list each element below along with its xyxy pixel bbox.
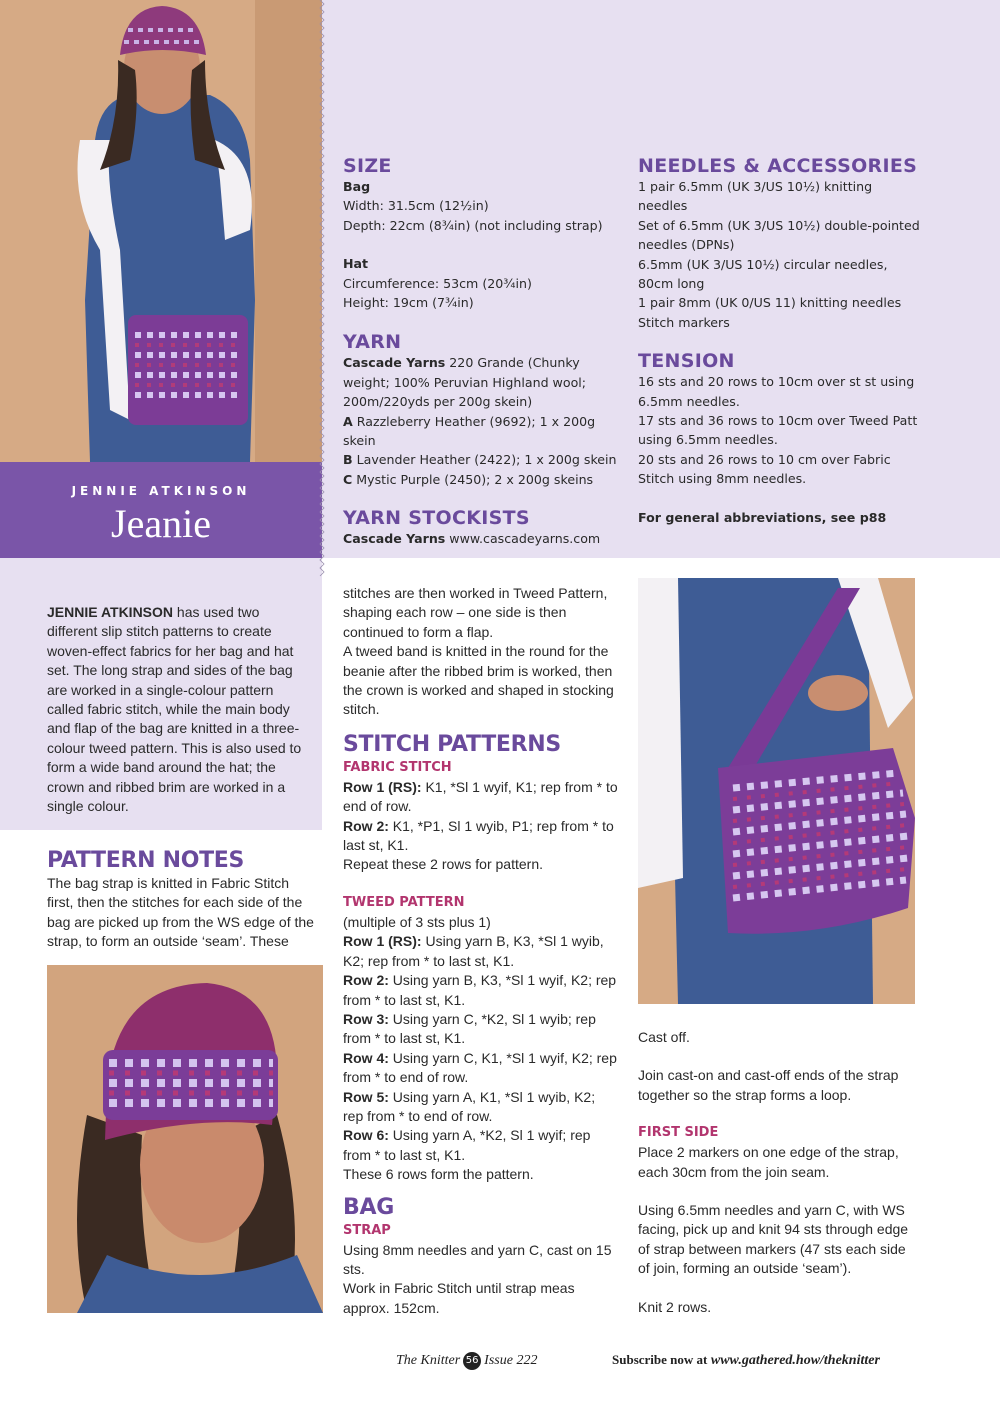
col2-tweed-band: A tweed band is knitted in the round for the beanie after the ribbed brim is worked, then the crown is worked and shaped in stocking stitch. — [343, 643, 614, 718]
bag-width: Width: 31.5cm (12½in) — [343, 198, 489, 214]
magazine-name: The Knitter — [396, 1353, 461, 1369]
strap-subheading: STRAP — [343, 1222, 391, 1238]
row-text: Using yarn A, *K2, Sl 1 wyif; rep from * to last st, K1. — [343, 1127, 591, 1163]
cast-off: Cast off. — [638, 1029, 690, 1045]
row-label: Row 1 (RS): — [343, 933, 422, 950]
row-text: Using yarn C, *K2, Sl 1 wyib; rep from * to last st, K1. — [343, 1010, 596, 1047]
subscribe-text: Subscribe now at — [612, 1352, 708, 1367]
intro-designer: JENNIE ATKINSON — [47, 604, 174, 620]
yarn-colour-text: Mystic Purple (2450); 2 x 200g skeins — [356, 471, 594, 487]
title-banner — [0, 462, 322, 558]
row-text: Using yarn B, K3, *Sl 1 wyib, K2; rep from * to last st, K1. — [343, 933, 604, 969]
needles-item: 6.5mm (UK 3/US 10½) circular needles, 80cm long — [638, 256, 888, 292]
footer-right — [612, 1352, 880, 1369]
tweed-pattern-subheading: TWEED PATTERN — [343, 894, 465, 910]
col-2 — [343, 584, 618, 1318]
footer-left — [396, 1352, 537, 1370]
stitch-patterns-heading: STITCH PATTERNS — [343, 731, 561, 757]
knit-rows: Knit 2 rows. — [638, 1298, 712, 1315]
bag-photo — [638, 578, 915, 1004]
yarn-colour-text: Razzleberry Heather (9692); 1 x 200g skein — [343, 413, 596, 449]
yarn-heading: YARN — [343, 331, 402, 354]
hat-photo — [47, 965, 323, 1313]
pattern-notes-heading: PATTERN NOTES — [47, 848, 245, 873]
subscribe-url[interactable]: www.gathered.how/theknitter — [710, 1353, 880, 1368]
strap-cast-on: Using 8mm needles and yarn C, cast on 15 sts. — [343, 1241, 612, 1277]
row-label: Row 2: — [343, 972, 389, 989]
intro-text — [47, 603, 312, 816]
page-number: 56 — [463, 1352, 481, 1370]
tension-line: 17 sts and 36 rows to 10cm over Tweed Patt using 6.5mm needles. — [638, 413, 918, 448]
yarn-brand: Cascade Yarns — [343, 355, 446, 371]
tension-line: 20 sts and 26 rows to 10 cm over Fabric Stitch using 8mm needles. — [638, 451, 891, 487]
col-3 — [638, 1028, 918, 1317]
join-strap: Join cast-on and cast-off ends of the strap together so the strap forms a loop. — [638, 1067, 899, 1103]
tweed-multiple: (multiple of 3 sts plus 1) — [343, 913, 491, 930]
fabric-repeat: Repeat these 2 rows for pattern. — [343, 856, 543, 873]
strap-work: Work in Fabric Stitch until strap meas approx. 152cm. — [343, 1280, 575, 1316]
row-text: Using yarn A, K1, *Sl 1 wyib, K2; rep from * to end of row. — [343, 1088, 596, 1124]
tension-heading: TENSION — [638, 350, 735, 373]
bag-depth: Depth: 22cm (8¾in) (not including strap) — [343, 217, 603, 233]
hero-photo — [0, 0, 322, 462]
needles-item: Set of 6.5mm (UK 3/US 10½) double-pointed needles (DPNs) — [638, 217, 920, 253]
row-text: Using yarn B, K3, *Sl 1 wyif, K2; rep from * to last st, K1. — [343, 972, 617, 1008]
yarn-colour-key: C — [343, 471, 353, 487]
needles-item: Stitch markers — [638, 314, 730, 330]
hat-size-label: Hat — [343, 256, 369, 272]
row-text: K1, *Sl 1 wyif, K1; rep from * to end of row. — [343, 778, 618, 815]
yarn-colour-key: A — [343, 413, 353, 429]
stockists-heading: YARN STOCKISTS — [343, 507, 530, 530]
zigzag-seam — [318, 0, 326, 580]
designer-name: JENNIE ATKINSON — [71, 484, 251, 498]
pick-up: Using 6.5mm needles and yarn C, with WS facing, pick up and knit 94 sts through edge of strap between markers (47 sts each side of join, forming an outside ‘seam’). — [638, 1202, 909, 1277]
hat-circumference: Circumference: 53cm (20¾in) — [343, 275, 532, 291]
yarn-colour-key: B — [343, 452, 353, 468]
fabric-stitch-subheading: FABRIC STITCH — [343, 759, 452, 775]
row-label: Row 5: — [343, 1088, 389, 1105]
row-label: Row 1 (RS): — [343, 778, 422, 795]
row-label: Row 3: — [343, 1010, 389, 1027]
needles-heading: NEEDLES & ACCESSORIES — [638, 155, 918, 177]
needles-item: 1 pair 6.5mm (UK 3/US 10½) knitting needles — [638, 179, 873, 214]
specs-col-1 — [343, 155, 628, 549]
row-label: Row 2: — [343, 817, 389, 834]
hat-height: Height: 19cm (7¾in) — [343, 295, 474, 311]
first-side-subheading: FIRST SIDE — [638, 1125, 719, 1141]
pattern-title: Jeanie — [111, 501, 211, 546]
bag-heading: BAG — [343, 1194, 394, 1220]
tension-line: 16 sts and 20 rows to 10cm over st st using 6.5mm needles. — [638, 374, 915, 409]
size-heading: SIZE — [343, 155, 392, 177]
yarn-description: 220 Grande (Chunky weight; 100% Peruvian Highland wool; 200m/220yds per 200g skein) — [343, 355, 587, 410]
row-text: K1, *P1, Sl 1 wyib, P1; rep from * to last st, K1. — [343, 817, 614, 854]
place-markers: Place 2 markers on one edge of the strap, each 30cm from the join seam. — [638, 1144, 899, 1180]
row-label: Row 4: — [343, 1049, 389, 1066]
intro-body: has used two different slip stitch patterns to create woven-effect fabrics for her bag and hat set. The long strap and sides of the bag are worked in a single-colour pattern called fabric stitch, while the main body and flap of the bag are knitted in a three-colour tweed pattern. This is also used to form a wide band around the hat; the crown and ribbed brim are worked in a single colour. — [47, 604, 302, 815]
abbreviations-note: For general abbreviations, see p88 — [638, 509, 887, 525]
issue-number: Issue 222 — [484, 1353, 538, 1369]
pattern-notes-text: The bag strap is knitted in Fabric Stitch first, then the stitches for each side of the bag are picked up from the WS edge of the strap, to form an outside ‘seam’. These — [47, 875, 314, 950]
specs-col-2 — [638, 155, 923, 527]
pattern-notes — [47, 848, 315, 952]
bag-size-label: Bag — [343, 179, 371, 194]
tweed-form: These 6 rows form the pattern. — [343, 1166, 534, 1183]
needles-item: 1 pair 8mm (UK 0/US 11) knitting needles — [638, 295, 902, 311]
col2-continued: stitches are then worked in Tweed Pattern, shaping each row – one side is then continued to form a flap. — [343, 585, 608, 640]
row-label: Row 6: — [343, 1127, 389, 1144]
stockist-url[interactable]: www.cascadeyarns.com — [449, 531, 601, 547]
yarn-colour-text: Lavender Heather (2422); 1 x 200g skein — [356, 452, 617, 468]
stockist-brand: Cascade Yarns — [343, 531, 446, 547]
row-text: Using yarn C, K1, *Sl 1 wyif, K2; rep from * to end of row. — [343, 1049, 617, 1086]
